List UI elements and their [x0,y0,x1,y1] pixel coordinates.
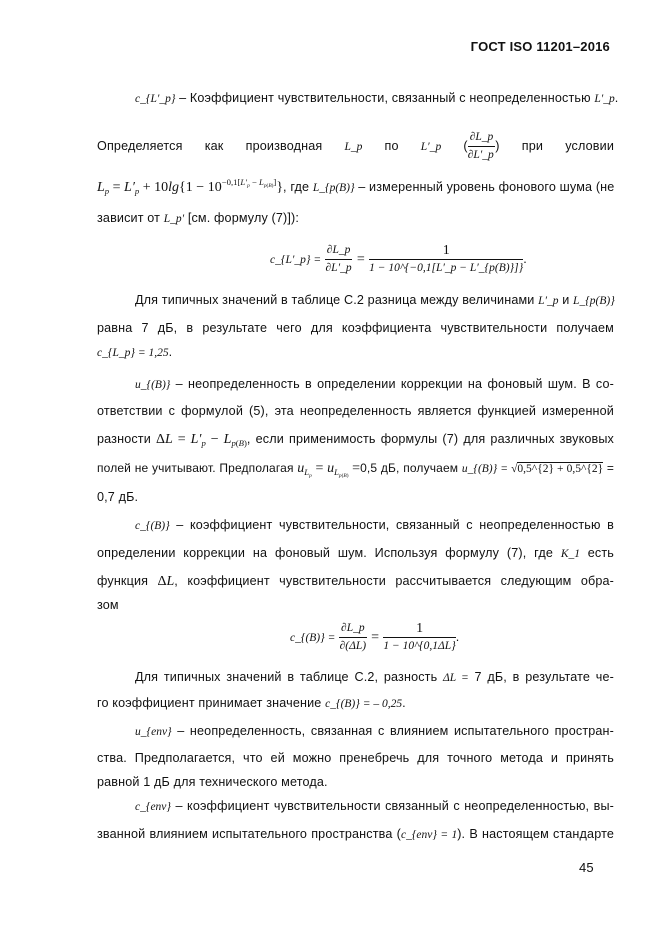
math-symbol: $u_{L_p} = u_{L_{p(B)}}$ = [297,461,361,479]
math-symbol: u_{(B)} [135,379,171,391]
text: полей не учитывают. Предполагая [97,461,298,475]
paragraph-line: ответствии с формулой (5), эта неопределенность является функцией измеренной [97,404,614,418]
math-symbol: ΔL [157,574,175,589]
text: разности [97,432,156,446]
paragraph-line [97,572,614,591]
text: функция [97,574,158,588]
text: , где [283,180,313,195]
math-symbol: c_{(B)} = – 0,25 [325,698,403,710]
math-symbol: c_{env} [135,801,172,813]
text: 7 дБ, в результате че- [468,670,614,684]
fraction-denominator: 1 − 10^{−0,1[L′_p − L′_{p(B)}]} [369,262,524,274]
text: Определяется [97,138,183,153]
math-symbol: $\Delta L = L'_p - L_{p(B)}$ [156,432,247,449]
paragraph-line: равной 1 дБ для технического метода. [97,775,328,789]
text: и [558,293,574,307]
fraction-denominator: ∂(ΔL) [339,640,367,652]
fraction-numerator: ∂L_p [468,129,496,147]
math-symbol: c_{env} = 1 [400,829,458,841]
text: , коэффициент чувствительности рассчитывается следующим обра- [174,574,614,588]
paragraph-line [135,722,614,741]
paragraph-line [135,668,614,687]
text: условии [565,138,615,153]
radicand: 0,5^{2} + 0,5^{2} [517,463,604,475]
paragraph-line: равна 7 дБ, в результате чего для коэффициента чувствительности получаем [97,321,614,335]
math-symbol: c_{L′_p} = [270,253,322,266]
paragraph-line [135,89,619,108]
paragraph-line [135,516,614,535]
math-formula: $L_p = L'_p + 10\lg\{1 - 10^{-0,1[L'_p - L_{p(B)}]}\}$ [97,177,284,197]
text: – неопределенность в определении коррекции на фоновый шум. В со- [170,377,614,391]
text: Для типичных значений в таблице С.2, разность [135,670,444,684]
paragraph-line: 0,7 дБ. [97,490,139,504]
fraction-numerator: ∂L_p [339,620,367,638]
paragraph-line: ства. Предполагается, что ей можно пренебречь для точного метода и принять [97,751,614,765]
text: , если применимость формулы (7) для различных звуковых [246,432,615,446]
text: го коэффициент принимает значение [97,696,326,710]
text: определении коррекции на фоновый шум. Используя формулу (7), где [97,546,561,560]
formula-sensitivity-cB: c_{(B)} = $\frac{\partial L\_p}{\partial(\Delta L)}$ = $\frac{1}{1 - 10\^{}\{0,1\Delta L\}}$ . [290,620,459,655]
text: 0,5 дБ, получаем [360,461,462,475]
math-symbol: K_1 [560,548,580,560]
math-symbol: L′_p [420,140,442,153]
paragraph-line: зом [97,598,119,612]
math-symbol: u_{env} [135,726,172,738]
math-symbol: L′_p [538,295,559,307]
text: как [204,138,224,153]
text: Для типичных значений в таблице С.2 разница между величинами [135,293,539,307]
text: – коэффициент чувствительности, связанный с неопределенностью в [169,518,614,532]
fraction-numerator: ∂L_p [325,242,353,260]
paragraph-line [97,544,614,563]
text: – Коэффициент чувствительности, связанный с неопределенностью [175,91,595,105]
text: [см. формулу (7)]): [184,211,300,225]
text: зависит от [97,211,164,225]
text: производная [245,138,323,153]
derivative-fraction: ( $\frac{\partial L\_p}{\partial L'\_p}$ ) [463,139,499,153]
math-symbol: L_{p(B)} [573,295,615,307]
math-symbol: c_{L_p} = 1,25 [97,347,169,359]
paragraph-line [135,797,614,816]
text: – измеренный уровень фонового шума (не [354,180,615,195]
math-symbol: u_{(B)} = √ [461,463,518,475]
text: . [402,696,406,710]
text: . [523,251,527,266]
formula-sensitivity-cLp: c_{L′_p} = $\frac{\partial L\_p}{\partial L'\_p}$ = $\frac{1}{1 - 10\^{}\{-0,1[L'\_p - L'\_\{p(B)\}]\}}$ . [270,242,527,277]
math-symbol: L_p′ [163,213,185,225]
fraction-denominator: 1 − 10^{0,1ΔL} [383,640,456,652]
paragraph-line [97,343,614,362]
math-symbol: L′_p [594,93,615,105]
paragraph-line [97,209,614,228]
text: . [455,629,460,644]
paragraph-line [97,173,614,200]
text: званной влиянием испытательного пространства ( [97,827,401,841]
fraction-numerator: 1 [383,620,455,638]
document-header: ГОСТ ISO 11201–2016 [470,39,610,54]
text: при [521,138,544,153]
text: . [168,345,173,359]
paragraph-line [135,375,614,394]
text: – коэффициент чувствительности связанный с неопределенностью, вы- [171,799,614,813]
paragraph-line [97,129,614,164]
paragraph-line [135,291,614,310]
text: ). В настоящем стандарте [457,827,615,841]
text: есть [579,546,615,560]
math-symbol: c_{(B)} = [290,631,336,644]
text: . [614,91,619,105]
text: по [384,138,399,153]
math-symbol: c_{L′_p} [135,93,176,105]
math-symbol: c_{(B)} [135,520,170,532]
paragraph-line [97,694,614,713]
text: – неопределенность, связанная с влиянием испытательного простран- [171,724,614,738]
text: = [603,461,614,475]
fraction-numerator: 1 [369,242,523,260]
fraction-denominator: ∂L′_p [467,149,494,161]
fraction-denominator: ∂L′_p [325,262,352,274]
math-symbol: L_{p(B)} [312,182,355,195]
math-symbol: L_p [344,140,363,153]
paragraph-line [97,430,614,452]
page-number: 45 [579,860,594,875]
paragraph-line [97,825,614,844]
math-symbol: ΔL = [443,672,469,684]
paragraph-line [97,459,614,485]
